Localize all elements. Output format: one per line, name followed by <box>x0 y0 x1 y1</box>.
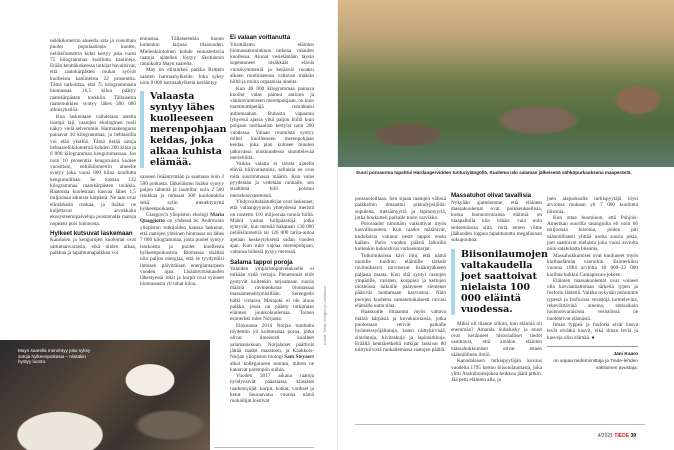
divider <box>355 424 645 425</box>
paragraph: Nykyään ajattelemme, että eläinten massakuolemat ovat poikkeuksellisia, koska luonnonvaraisia eläimiä on maapallolla niin vähän: vain noin seitsemäsosa siitä, mitä ennen viime jääkauden loppua tapahtunutta megafaunan sukupuuttoa. <box>451 199 542 244</box>
author-bio: on vapaa tiedetoimittaja ja Tiede-lehden vakituinen avustaja. <box>553 358 638 371</box>
column-3 <box>230 34 314 405</box>
paragraph: Pororaadot nimittäin vaikuttivat myös kasvillisuuteen. Kun raadot mätänivät, kudoksista valunut neste tappoi ensin kaiken. Parin vuoden päästä laikuilla kuitenkin kukoistivat varksenmarjat. <box>355 221 446 253</box>
pull-quote: Valaasta syntyy lähes kuolleeseen merenpohjaan keidas, joka alkaa kuhista elämää. <box>140 91 224 168</box>
paragraph: poissaoloillaan. Sen sijaan raatojen välissä paikkeihin ilmaantui pikkulypsijöitä: sopuleita, metsämyyriä ja lapinmyyriä, jotka houkutteli paikalle tuore varvikko. <box>355 196 446 221</box>
dead-reindeer-photo <box>338 0 674 167</box>
paragraph: Kun ottaa huomioon, että Pohjois-Amerikan suurilla tasangoilla eli noin 60 miljoonaa biisonia, joiden piti säännöllisesti ylittää useita suuria jokia, joet saattoivat nielaista joka vuosi arviolta noin satatuhatta biisonia. <box>547 214 638 253</box>
subheading: Ei valaan voittanutta <box>230 34 291 41</box>
paragraph: Yksittäisten eläinten biomassakuninkuus ratkeaa valaiden kuollessa. Ainoat vesielämään täysin sopeutuneet nisäkkäät elävät vuosikymmeniä ja keräävät ruoaksi alkaen ruumiiseensa valtavan määrän hiiltä ja muita orgaanisia aineita. <box>230 41 314 86</box>
paragraph: Kanadalaisen turkispyytäjän kuvaus vuodelta 1795 kertoo biisonilaumasta, joka ylitti Assiniboinejokea heikkoa jäätä pitkin. Jää petti eläinten alla, ja <box>451 358 542 384</box>
person-name: Maria Quaggiotto <box>140 212 224 225</box>
author-box <box>547 351 638 372</box>
divider <box>547 346 638 347</box>
page-footer <box>598 433 636 439</box>
text: alkoi kollegoineen seurata, mitren ne katoavat parempiin suihin. <box>230 360 314 373</box>
paragraph: saareen lisääntymään ja saamaan noin 2 500 poikasta. Jälkeläisten lisäksi syntyy paljon tähteitä ja raumilta: noin 2 500 istukkaa ja rumsaat 300 kuolonuhria sekä sylin menehtynyttä hylkeenpoikasta. <box>140 174 224 212</box>
text: Elokuussa 2016 Norjan tundralta löydettiin yli kolmesataa poroa, jotka olivat ilmeisesti kuolleet salamaniskuun. Norjalaiset päättivät jättää raadot maastoon, ja Kaakkois-Norjan yliopiston biologi <box>230 322 314 361</box>
paragraph: joen alajuoksulta turkispyytäjä löysi arvionsa mukaan yli 7 000 kuollutta biisonia. <box>547 196 638 215</box>
paragraph: Massahukkumiset ovat kuuluneet myös karibuelämän vaaroihin. Esimerkiksi vuonna 1984 arviolta 10 000–22 000 karibua hukkui Caniapiscau-jokeen. <box>547 252 638 278</box>
paragraph <box>547 322 638 341</box>
page-number: 39 <box>630 433 636 439</box>
pull-quote: Biisonilaumojen valtakaudella joet saattoivat nielaista 100 000 eläintä vuodessa. <box>451 249 542 315</box>
subheading: Salama tappoi poroja <box>230 258 293 266</box>
column-b <box>451 192 548 384</box>
photo-caption: Mayn saarella menehtyy joka syksy satoja hylkeenpoikasia – niistäkin hyötyy luonto. <box>18 348 91 365</box>
column-a <box>355 196 446 353</box>
paragraph <box>230 323 314 373</box>
paragraph: Kaniinien ja kengurujen kuolemat ovat sattumanvaraisia, eikä niiden aikaa, paikkaa ja tapahtumapaikkaa voi <box>50 237 136 256</box>
paragraph: Haaskoille ilmaantui myös valtava määrä kärpäsiä ja kovakuoriaisia, jotka puolestaan vetivät paikalle hyönteissyöjälintuja, kuten niittykirvisiä, sinirintoja, kivitaskuja ja lapinsirkkuja. Eräällä kenttäretkellä tutkijat laskivat 80 niittykirvistä ruokailemassa raatojen päällä. <box>355 309 446 354</box>
paragraph: Kun 40 000 kilogrammaa painava kuollut valas painuu autioon ja vähäravinteiseen merenpohjaan, on kuin mammuttipetäjä romahtaisi autiomaahan. Ruhosta vapautuu lyhyessä ajassa yhtä paljon hiiltä kuin pohjaan normaalisti kertyisi noin 200 vuodessa. Valaan ruumiista syntyy miltei kuolleeseen merenpohjaan keidas, joka pian kuhisee muuten jatkuvassa niukkuudessa sinnittelevää merieliöitä. <box>230 85 314 161</box>
paragraph: May on elintärkeä paikka Brittein saarten harmaahylkeille. Joka syksy noin 8 000 harmaahylkettä kerääntyy <box>140 67 224 87</box>
paragraph: Vaikka valaita ei tavata ajatella eläviä hiilivarastoina, sellaisia ne ovat mitä suurimmassa määrin. Kun valas pyydetään ja vedetään rannalle, sen sisältämä hiili poistuu meriekosysteemistä. <box>230 161 314 199</box>
paragraph: Miksi oli tilanne silloin, kun eläimiä oli enemmän? Amanda Subalusky ja muut ovat keränneet historialliset tiedot osoittavat, että ainakin eläinten massahukkumiset olivat ennen säännöllinen ilmiö. <box>451 320 542 359</box>
text: on yhdessä St. Andrewsin yliopiston tutkijoiden kanssa laskenut, että raatojen yhteinen biomassa on lähes 7 000 kilogrammaa, josta puolet syntyy istukoista ja puolet kuolleista hylkeenpoikasista. Biomassa sisältää niin paljon energiaa, että se tyydyttäisi ihmisen päivittäisen energiantarpeen vuoden ajan. Lisääntymiskauden lähestyessä lokit ja korpit ovat syöneet biomassasta yli tuhat kiloa. <box>140 218 224 288</box>
text: Glasgow'n yliopiston ekologi <box>146 212 211 219</box>
divider <box>214 447 314 448</box>
column-c <box>547 196 638 372</box>
paragraph: Yhdysvaltalaistutkijat ovat laskeneet, että valaanpyynnin yhteydessä meristä on nostettu 110 miljoonaa tonnia hiiltä. Määrä vastaa hiilipäästöjä, jotka syntyvät, kun metsää hakataan 130 000 neliökilometriä tai 128 000 tarila-autoa ajetaan keskeytyksettä sadan vuoden ajan. Kun ruho vajoaa merenpohjaan, valtaosa hiilestä pysyy meressä. <box>230 198 314 256</box>
photo-caption: Suuri poroaurma tapahtui Hardangervidden tunturiylängöllä. Kuolema iski salaman jälkeisenä sähköpurkauksena maaperästä. <box>356 170 632 175</box>
author-name: Jani Kaaro <box>613 351 638 357</box>
end-mark-icon: ● <box>591 334 595 341</box>
paragraph: ennustaa. Tällaiseenkin luonto kuitenkin tarjoaa tilaisuuden. Mielenkiintoinen kohde ennustettavia raatoja ajatellen löytyy Skotlannin rannikolta Mayn saarelta. <box>140 36 224 68</box>
paragraph: Kun laskentaan vaihdetaan astetta isompi laji, raatojen ekologinen rooli näkyy vielä selvemmin. Harmaakengurut painavat 30 kilogrammaa, ja hehtaarilla voi elää yksilöä. Tämä tietää satoja hehtaarelökilometriä kohden 200 kiloa ja 6 000 kilogrammaa kengurumassaa. Jos noin 10 prosenttia kenguruista kuolee vuosittain, neliökilometrin alueelle syntyy joka vuosi 600 kiloa kuollutta kengurunlihaa. Se tuottaa 132 kilogrammaa raatokärpästen toukkia. Raatoista kuolestaan kasvaa lähes 1,5 miljoonaa aikuista kärpästä. Ne taas ovat elintärkeää ruokaa, ja lisäksi ne kuljettavat arvokkaita ekosysteemipalveluja poistamalla raatoja nopeasti pois luonnosta. <box>50 113 136 227</box>
text: Ilman typpeä ja fosforia eivät kasva levät eivätkä kasvit, eikä ilman leviä ja kasveja olisi elämää. <box>547 321 638 341</box>
issue-number: 4/2021 <box>597 433 613 439</box>
photo-credit: Kuvat: Getty Images ja Lehtikuva <box>322 286 327 345</box>
person-name: Sam Steyaert <box>284 354 314 361</box>
paragraph <box>140 212 224 288</box>
right-page <box>337 0 674 450</box>
paragraph: Vuoden 2017 aikana raatoja hyödynsivät pääasiassa klassiset raadonsyöjät: korpit, kotkat, varikset ja ketut. Seuraavana vuonna nämä ruokailijat loistivat <box>230 373 314 405</box>
column-1 <box>50 38 136 256</box>
subheading: Hylkeet kutsuvat laskemaan <box>50 229 133 237</box>
paragraph: Tutkimuksissa kävi ilmi, että nämä monille tundran eläimille tärkeät ravintokasvit tarvitsevat lisääntyäkseen paljasta maata. Kun sitä syntyi raatojen ympärille, varisten, korppien ja kettujen ulosteissa laikuille päätyneet siemenet pääsivät tuottamaan kasvustoa. Näin porojen kuolema samanmukaisesti raivasi elämälle uutta tilaa. <box>355 252 446 310</box>
paragraph: Valaiden ympäristöpalvelukselle ei mikään vedä vertoja. Pienemmät eliöt pystyvät kuitenkin tarjoamaan suuria määriä ravinteikasta biomassaa massamenehtymisillään. Serengetin halki virtaava Marajoki ei ole ainoa paikka, jossa on päästy tutkimaan eläinten joukkokuolemaa. Toinen esimerkki tulee Norjasta. <box>230 266 314 323</box>
seal-pups-photo <box>0 340 210 450</box>
subheading: Massatuhot olivat tavallisia <box>451 192 532 199</box>
paragraph: nelökilometrin alueella sata ja vuosittain puolet populaatiosta kuolee, neliökilometrin kohti kertyy joka vuosi 75 kilogrammaa kuollutta kaniineja. Erään kenttäkokeessa tutkijat havaitsivat, että raatokärpästen toukat syövät kuolleista kaniineista 22 prosenttia. Tämä tarkoittaa, että 75 kilogrammasta biomassaa 16,5 kiloa päätyy raatokärpästen toukkiin. Tällaisesta raatotoukkien syntyy lähes 200 000 aikuisyksilöä. <box>50 38 136 114</box>
paragraph: Eläinten massakuolemat ovat voineet olla korvaamattoman tärkeitä typen ja fosforin lähteitä. Vaikka nykyään puhumme typestä ja fosforista vesistöjä turmelevina, rehevöittävinä aineina, entisaikain luonnonvaraisissa vesistöissä ne huolehtivat elämästä. <box>547 277 638 322</box>
column-2 <box>140 36 227 288</box>
magazine-name: TIEDE <box>614 433 630 439</box>
